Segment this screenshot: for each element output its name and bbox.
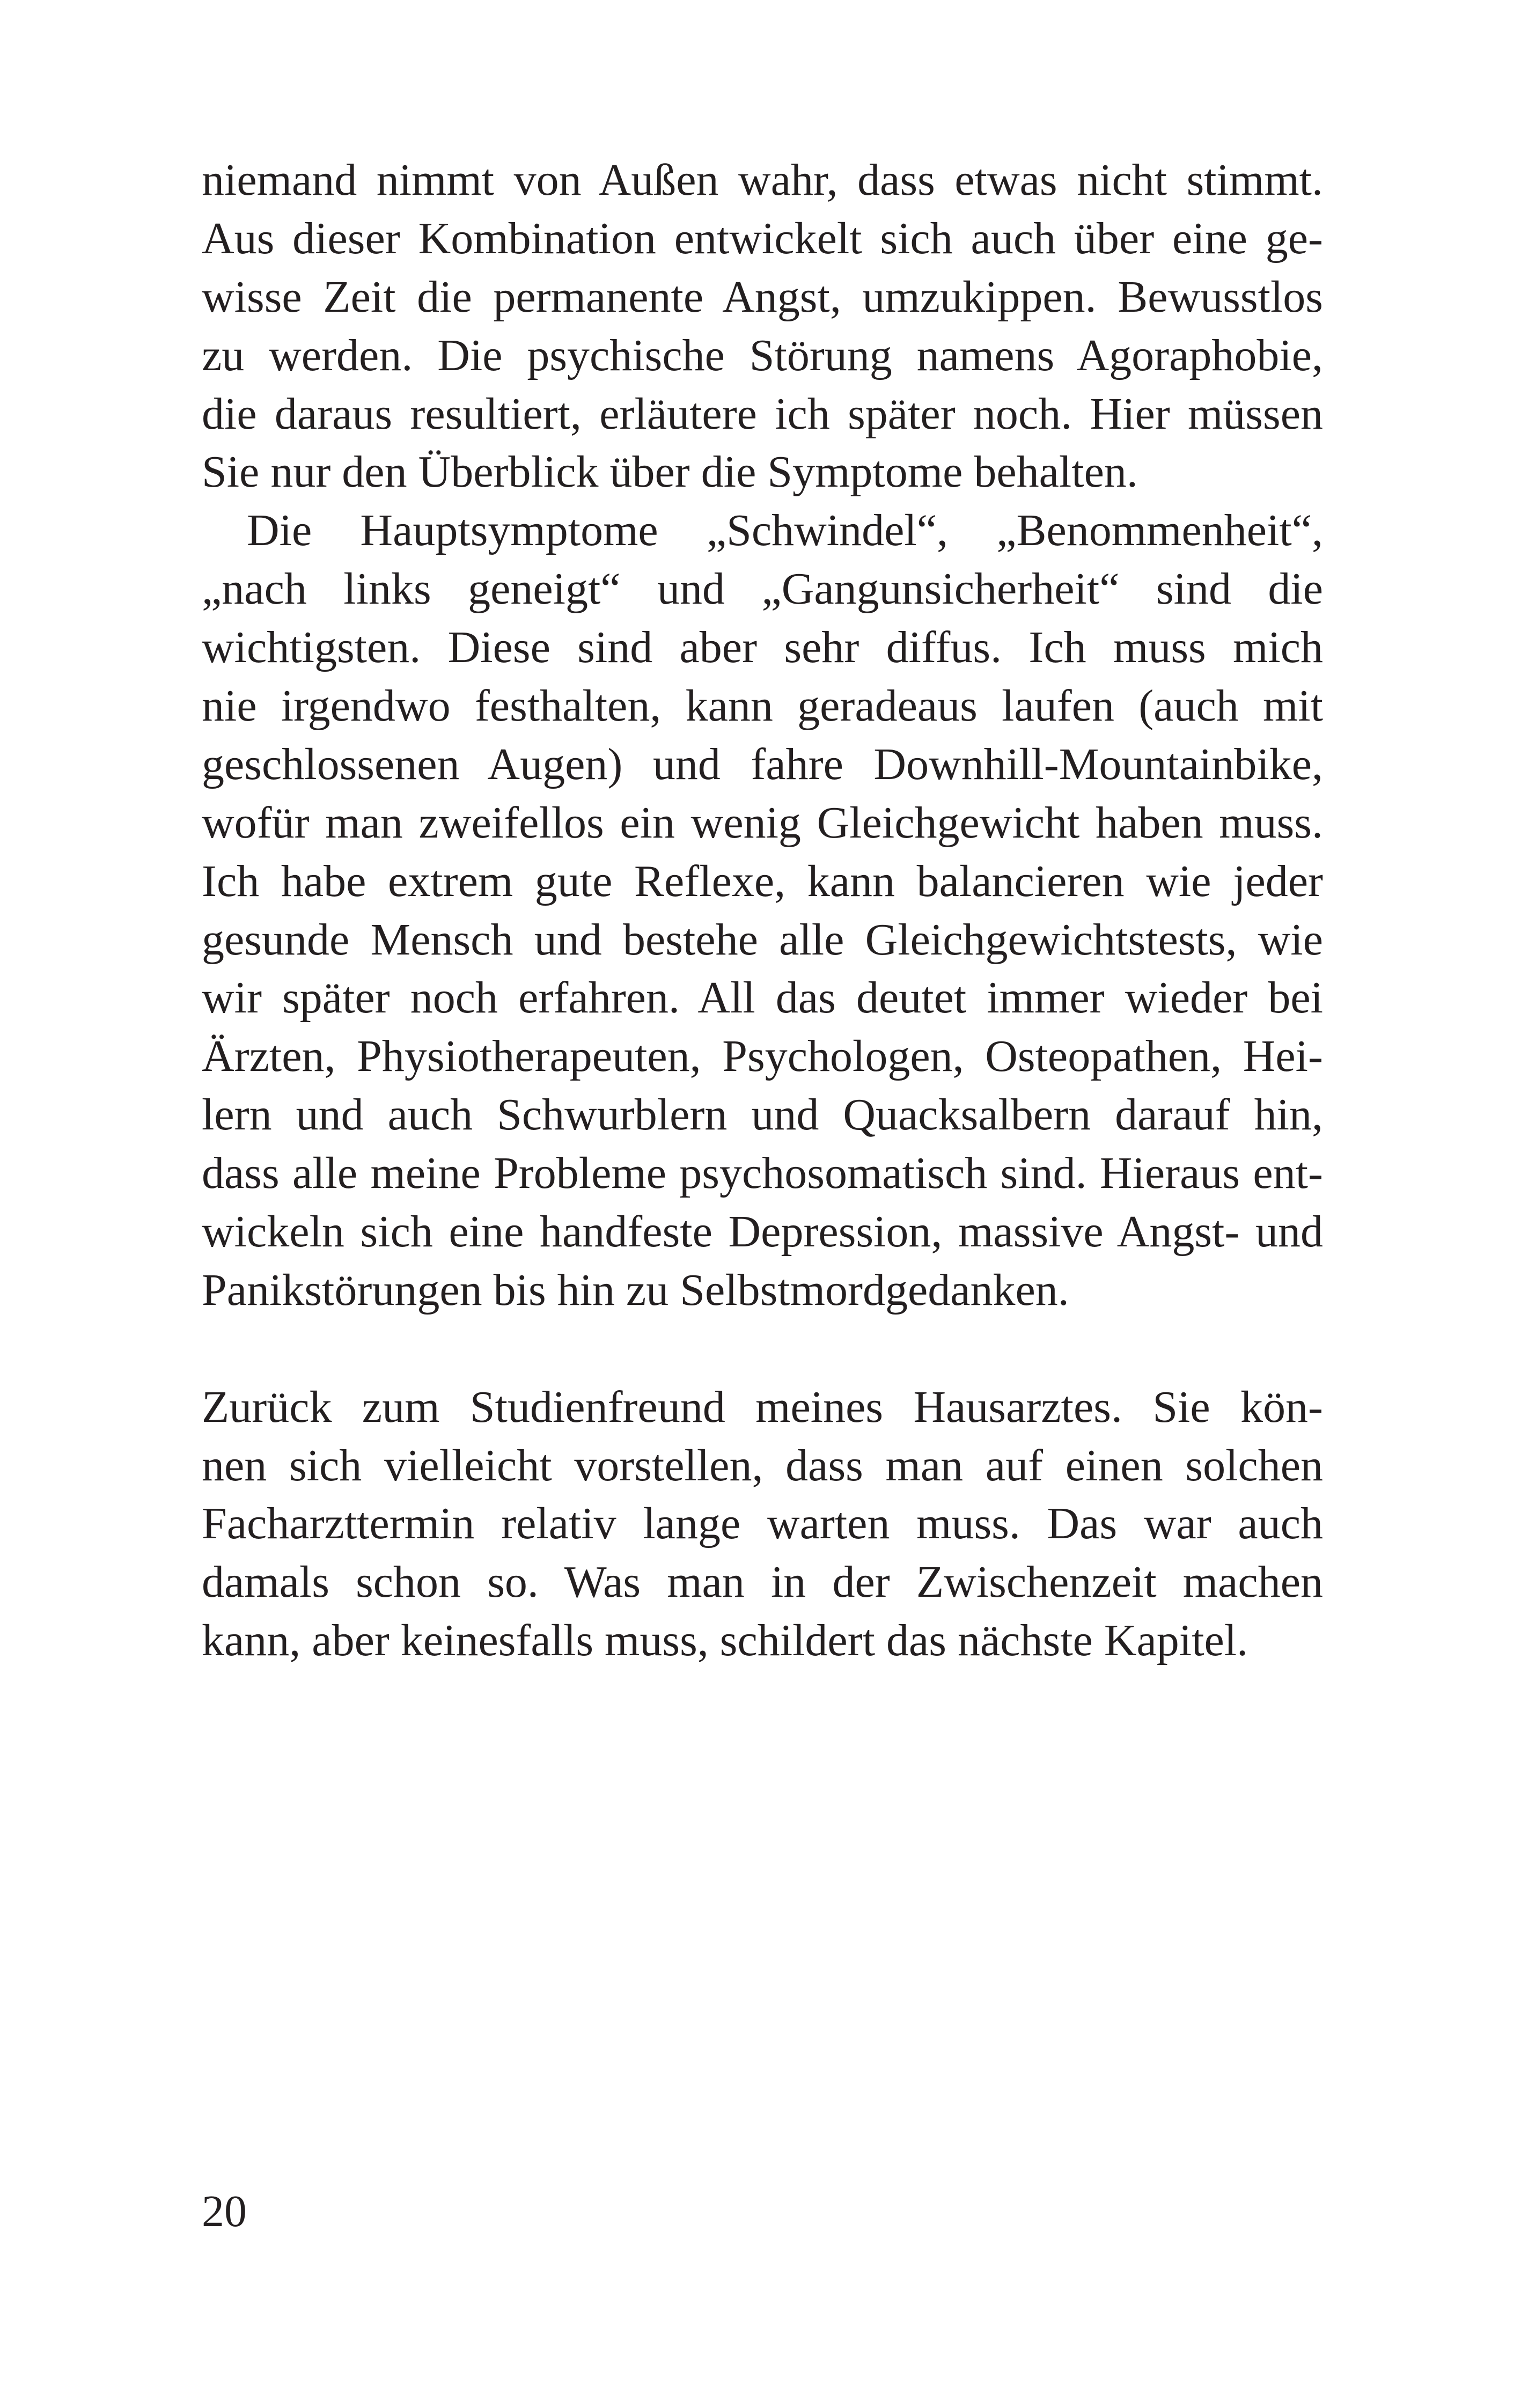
text-line: lern und auch Schwurblern und Quacksalbern darauf hin, (202, 1090, 1323, 1140)
paragraph (202, 151, 1323, 502)
paragraph (202, 502, 1323, 1319)
text-line: Panikstörungen bis hin zu Selbstmordgedanken. (202, 1265, 1069, 1315)
text-line: kann, aber keinesfalls muss, schildert das nächste Kapitel. (202, 1616, 1248, 1666)
text-line: Sie nur den Überblick über die Symptome behalten. (202, 447, 1138, 497)
text-line: wichtigsten. Diese sind aber sehr diffus. Ich muss mich (202, 622, 1323, 673)
paragraph-gap (202, 1320, 1323, 1378)
paragraph (202, 1378, 1323, 1670)
text-line: niemand nimmt von Außen wahr, dass etwas nicht stimmt. (202, 155, 1323, 205)
text-line: gesunde Mensch und bestehe alle Gleichgewichtstests, wie (202, 914, 1323, 965)
text-line: dass alle meine Probleme psychosomatisch sind. Hieraus ent- (202, 1148, 1323, 1199)
text-line: wisse Zeit die permanente Angst, umzukippen. Bewusstlos (202, 271, 1323, 322)
text-line: wofür man zweifellos ein wenig Gleichgewicht haben muss. (202, 797, 1323, 848)
text-line: Aus dieser Kombination entwickelt sich auch über eine ge- (202, 213, 1323, 263)
text-line: Facharzttermin relativ lange warten muss. Das war auch (202, 1499, 1323, 1549)
text-line: wir später noch erfahren. All das deutet immer wieder bei (202, 973, 1323, 1023)
page-number: 20 (202, 2186, 247, 2236)
text-line: Zurück zum Studienfreund meines Hausarztes. Sie kön- (202, 1382, 1323, 1432)
text-line: Die Hauptsymptome „Schwindel“, „Benommenheit“, (247, 505, 1323, 556)
text-line: damals schon so. Was man in der Zwischenzeit machen (202, 1557, 1323, 1607)
body-text (202, 151, 1323, 1670)
text-line: „nach links geneigt“ und „Gangunsicherheit“ sind die (202, 564, 1323, 614)
text-line: zu werden. Die psychische Störung namens Agoraphobie, (202, 330, 1323, 380)
text-line: wickeln sich eine handfeste Depression, massive Angst- und (202, 1207, 1323, 1257)
text-line: nie irgendwo festhalten, kann geradeaus laufen (auch mit (202, 681, 1323, 731)
text-line: nen sich vielleicht vorstellen, dass man auf einen solchen (202, 1440, 1323, 1491)
text-line: geschlossenen Augen) und fahre Downhill-Mountainbike, (202, 739, 1323, 789)
text-line: Ärzten, Physiotherapeuten, Psychologen, Osteopathen, Hei- (202, 1031, 1323, 1082)
text-line: Ich habe extrem gute Reflexe, kann balancieren wie jeder (202, 856, 1323, 906)
text-line: die daraus resultiert, erläutere ich später noch. Hier müssen (202, 388, 1323, 439)
